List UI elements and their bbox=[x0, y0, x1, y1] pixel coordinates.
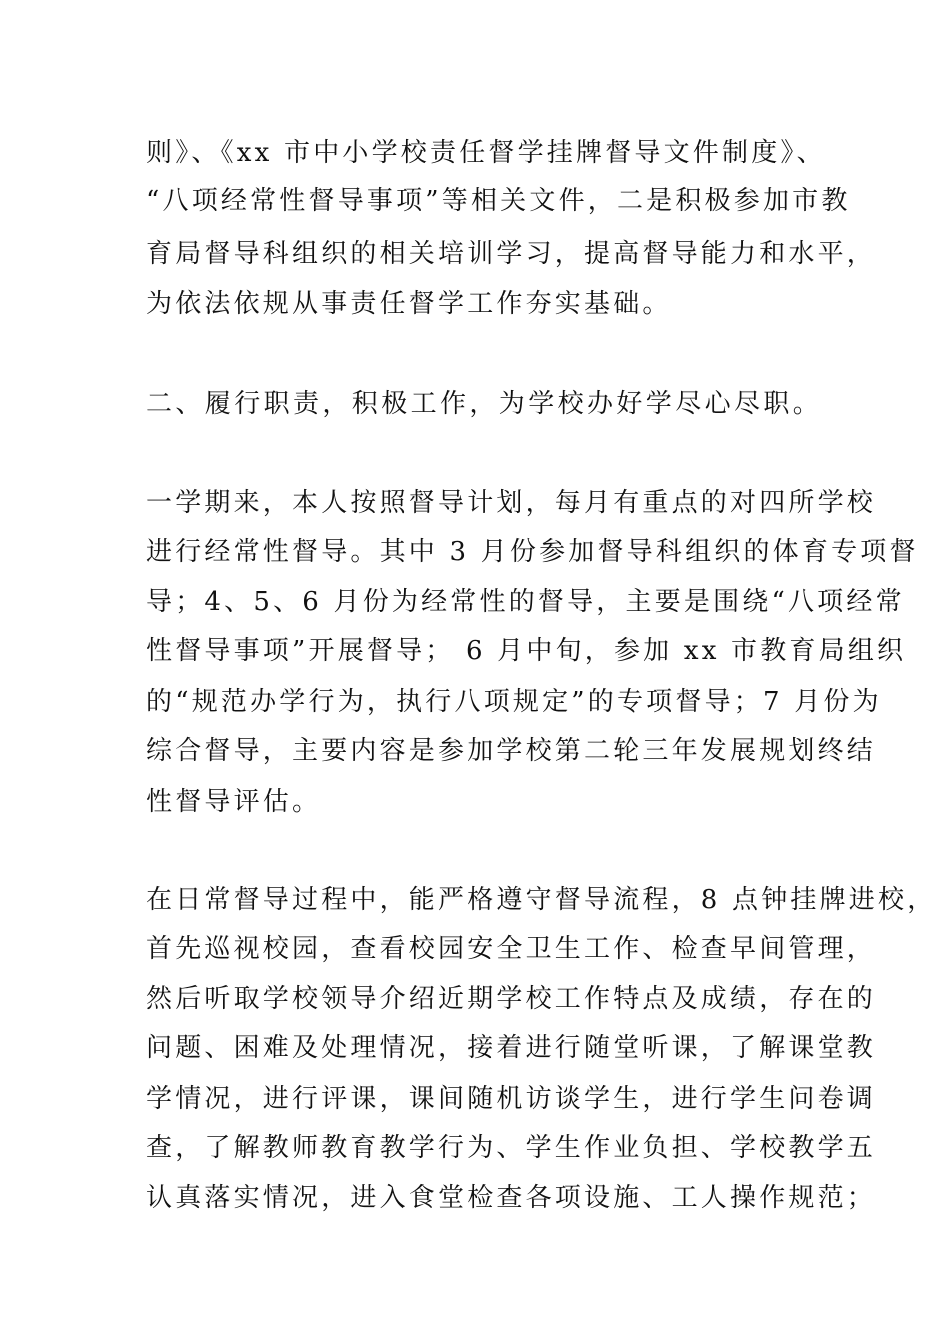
paragraph-2-line-3: 导；4、5、6 月份为经常性的督导，主要是围绕“八项经常 bbox=[146, 587, 905, 617]
paragraph-3-line-3: 然后听取学校领导介绍近期学校工作特点及成绩，存在的 bbox=[146, 984, 877, 1014]
paragraph-3-line-2: 首先巡视校园，查看校园安全卫生工作、检查早间管理， bbox=[146, 934, 877, 964]
paragraph-2-line-2: 进行经常性督导。其中 3 月份参加督导科组织的体育专项督 bbox=[146, 537, 919, 567]
paragraph-2-line-6: 综合督导，主要内容是参加学校第二轮三年发展规划终结 bbox=[146, 736, 877, 766]
paragraph-3-line-4: 问题、困难及处理情况，接着进行随堂听课，了解课堂教 bbox=[146, 1033, 877, 1063]
paragraph-1-line-3: 育局督导科组织的相关培训学习，提高督导能力和水平， bbox=[146, 239, 877, 269]
paragraph-3-line-6: 查，了解教师教育教学行为、学生作业负担、学校教学五 bbox=[146, 1133, 877, 1163]
paragraph-1-line-4: 为依法依规从事责任督学工作夯实基础。 bbox=[146, 289, 672, 319]
paragraph-2-line-7: 性督导评估。 bbox=[146, 787, 322, 817]
paragraph-2-line-5: 的“规范办学行为，执行八项规定”的专项督导；7 月份为 bbox=[146, 687, 882, 717]
paragraph-3-line-1: 在日常督导过程中，能严格遵守督导流程，8 点钟挂牌进校， bbox=[146, 885, 937, 915]
paragraph-3-line-7: 认真落实情况，进入食堂检查各项设施、工人操作规范； bbox=[146, 1183, 877, 1213]
section-heading: 二、履行职责，积极工作，为学校办好学尽心尽职。 bbox=[146, 389, 823, 419]
paragraph-2-line-4: 性督导事项”开展督导； 6 月中旬，参加 xx 市教育局组织 bbox=[146, 636, 907, 666]
paragraph-2-line-1: 一学期来，本人按照督导计划，每月有重点的对四所学校 bbox=[146, 488, 877, 518]
paragraph-3-line-5: 学情况，进行评课，课间随机访谈学生，进行学生问卷调 bbox=[146, 1084, 877, 1114]
paragraph-1-line-1: 则》、《xx 市中小学校责任督学挂牌督导文件制度》、 bbox=[146, 138, 826, 168]
paragraph-1-line-2: “八项经常性督导事项”等相关文件，二是积极参加市教 bbox=[146, 186, 851, 216]
